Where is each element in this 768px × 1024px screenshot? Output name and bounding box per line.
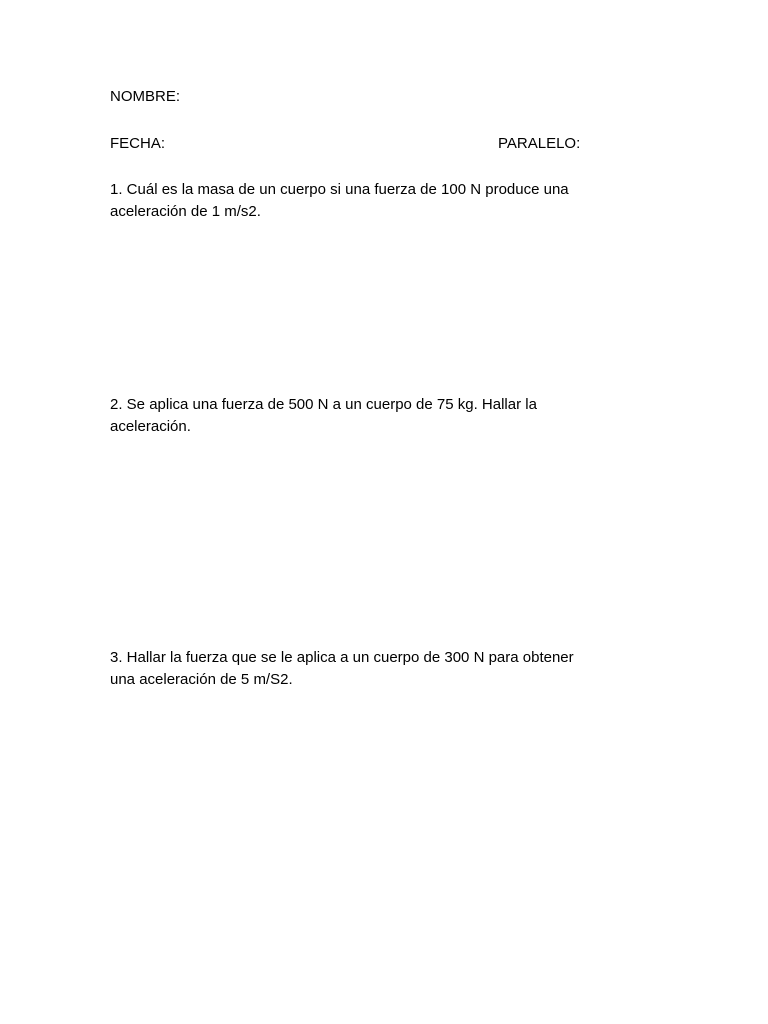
- fecha-label: FECHA:: [110, 135, 166, 152]
- question-2-line-2: aceleración.: [110, 418, 191, 435]
- question-2-line-1: 2. Se aplica una fuerza de 500 N a un cuerpo de 75 kg. Hallar la: [110, 396, 537, 413]
- question-1-line-2: aceleración de 1 m/s2.: [110, 203, 261, 220]
- question-3: [110, 647, 650, 691]
- question-3-line-2: una aceleración de 5 m/S2.: [110, 671, 293, 688]
- paralelo-label: PARALELO:: [498, 135, 581, 152]
- question-1-line-1: 1. Cuál es la masa de un cuerpo si una fuerza de 100 N produce una: [110, 181, 569, 198]
- nombre-label: NOMBRE:: [110, 88, 181, 105]
- question-2: [110, 394, 650, 438]
- question-3-line-1: 3. Hallar la fuerza que se le aplica a un cuerpo de 300 N para obtener: [110, 649, 574, 666]
- question-1: [110, 179, 650, 223]
